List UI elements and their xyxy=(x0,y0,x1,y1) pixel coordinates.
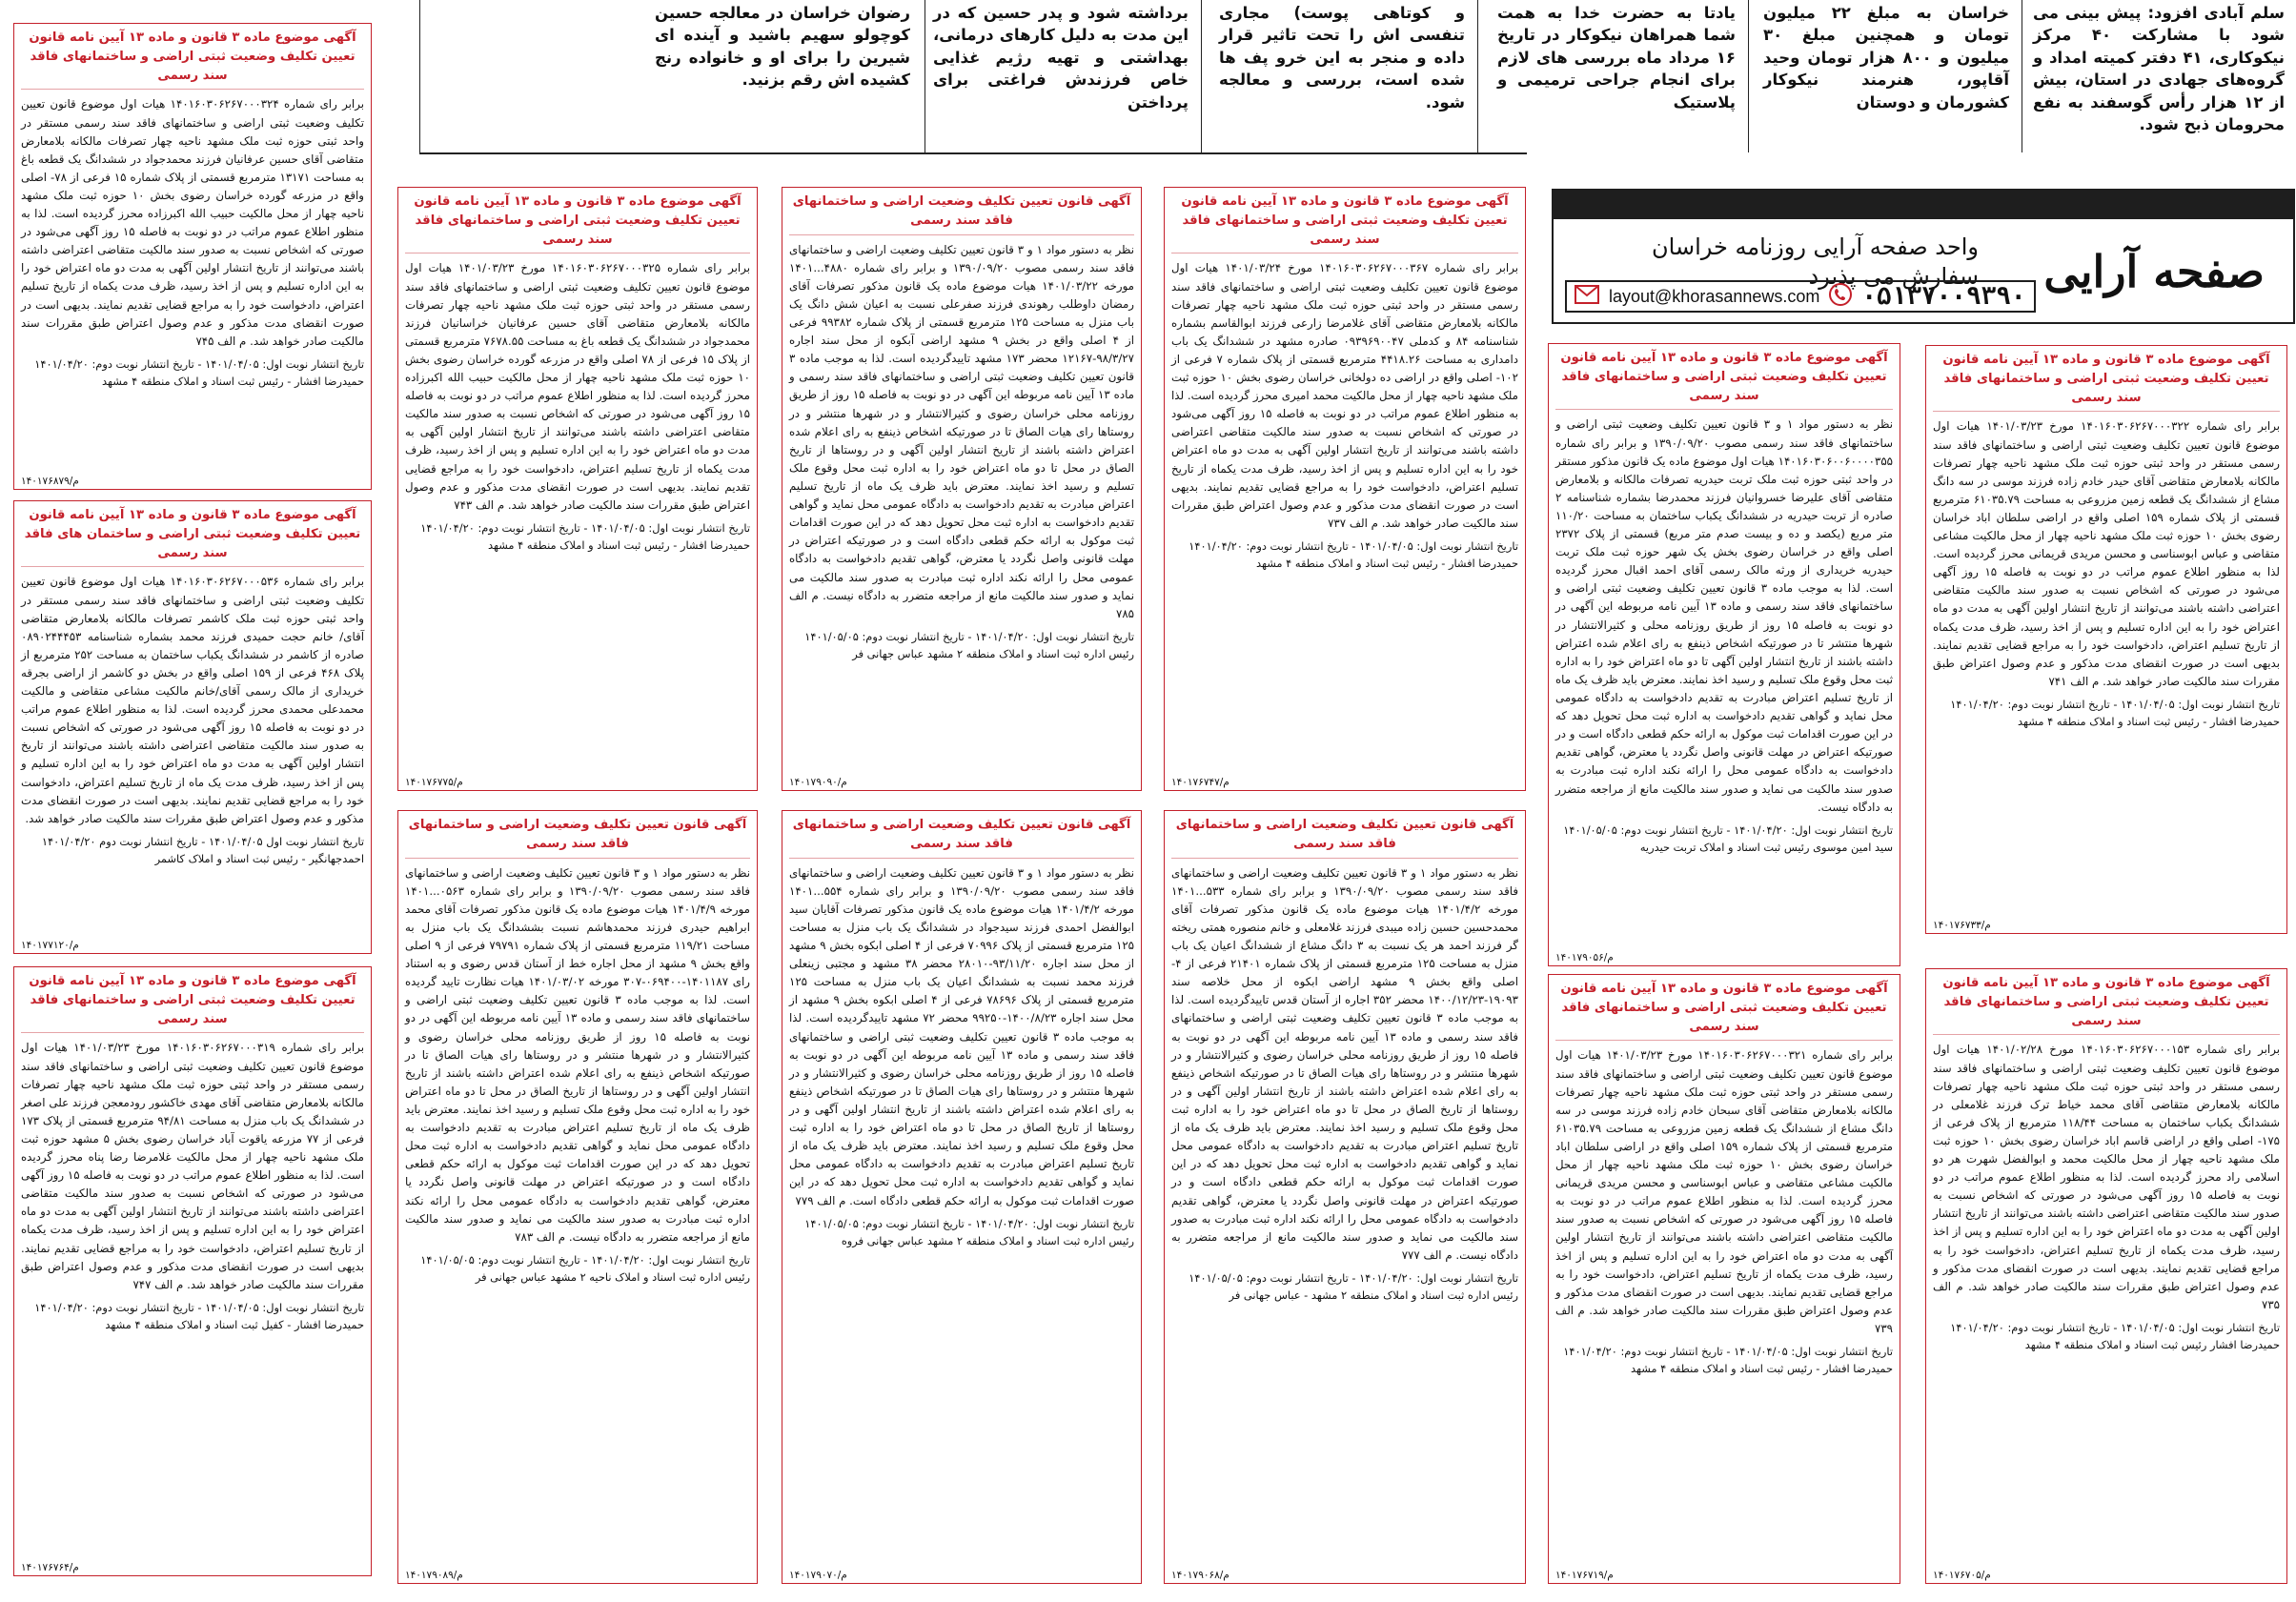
column-divider xyxy=(419,0,420,152)
notice-body: نظر به دستور مواد ۱ و ۳ قانون تعیین تکلیف وضعیت اراضی و ساختمانهای فاقد سند رسمی مصوب ۱۳۹۰/۰۹/۲۰ و برابر رای شماره ۵۵۴...۱۴۰۱ مورخه ۱۴۰۱/۴/۲ هیات موضوع ماده یک قانون مذکور تصرفات آقایان سید ابوالفضل احمدی فرزند سیدجواد در ششدانگ یک باب منزل به مساحت ۱۲۵ مترمربع قسمتی از پلاک ۷۰۹۹۶ فرعی از ۴ اصلی ابکوه بخش ۹ مشهد از محل سند اجاره ۹۳/۱۱/۲۰-۲۸۰۱۰ محضر ۳۸ مشهد و مجتبی زینعلی فرزند محمد نسبت به ششدانگ اعیان یک باب منزل به مساحت ۱۲۵ مترمربع قسمتی از پلاک ۷۸۶۹۶ فرعی از ۴ اصلی ابکوه بخش ۹ مشهد از محل سند اجاره ۱۴۰۰/۸/۲۳-۹۹۲۵۰ محضر ۷۲ مشهد تاییدگردیده است. لذا به موجب ماده ۳ قانون تعیین تکلیف وضعیت ثبتی اراضی و ساختمانهای فاقد سند رسمی و ماده ۱۳ آیین نامه مربوطه این آگهی در دو نوبت به فاصله ۱۵ روز از طریق روزنامه محلی خراسان رضوی و کثیرالانتشار و در شهرها منتشر و در روستاها رای هیات الصاق تا در صورتیکه اشخاص ذینفع به رای اعلام شده اعتراض داشته باشند از تاریخ انتشار اولین آگهی و در روستاها از تاریخ الصاق در محل تا دو ماه اعتراض خود را به اداره ثبت محل وقوع ملک تسلیم و رسید اخذ نمایند. معترض باید ظرف یک ماه از تاریخ تسلیم اعتراض مبادرت به تقدیم دادخواست به دادگاه عمومی محل نماید و گواهی تقدیم دادخواست به اداره ثبت محل تحویل دهد که در این صورت اقدامات ثبت موکول به ارائه حکم قطعی دادگاه است. م الف ۷۷۹ xyxy=(789,865,1135,1207)
notice-footer: تاریخ انتشار نوبت اول: ۱۴۰۱/۰۴/۰۵ - تاریخ انتشار نوبت دوم: ۱۴۰۱/۰۴/۲۰ حمیدرضا افشار - رئیس ثبت اسناد و املاک منطقه ۴ مشهد xyxy=(34,356,364,389)
notice-title: آگهی قانون تعیین تکلیف وضعیت اراضی و ساختمانهای فاقد سند رسمی xyxy=(789,193,1134,235)
notice-code: ۱۴۰۱۷۹۰۸۹/م xyxy=(405,1570,463,1581)
notice-body: برابر رای شماره ۱۴۰۱۶۰۳۰۶۲۶۷۰۰۰۳۲۱ مورخ ۱۴۰۱/۰۳/۲۳ هیات اول موضوع قانون تعیین تکلیف وضعیت ثبتی اراضی و ساختمانهای فاقد سند رسمی مستقر در واحد ثبتی حوزه ثبت ملک مشهد ناحیه چهار تصرفات مالکانه بلامعارض متقاضی آقای سبحان خادم زاده فرزند موسی در سه دانگ مشاع از ششدانگ یک قطعه زمین مزروعی به مساحت ۶۱۰۳۵.۷۹ مترمربع قسمتی از پلاک شماره ۱۵۹ اصلی واقع در اراضی سلطان اباد خراسان رضوی بخش ۱۰ حوزه ثبت ملک مشهد ناحیه چهار از محل مالکیت مشاعی متقاضی و عباس ابوسناسی و محسن مریدی قریمانی محرز گردیده است. لذا به منظور اطلاع عموم مراتب در دو نوبت به فاصله ۱۵ روز آگهی می‌شود در صورتی که اشخاص نسبت به صدور سند مالکیت متقاضی اعتراضی داشته باشند می‌توانند از تاریخ انتشار اولین آگهی به مدت دو ماه اعتراض خود را به این اداره تسلیم و پس از اخذ رسید، ظرف مدت یکماه از تاریخ تسلیم اعتراض، دادخواست خود را به مراجع قضایی تقدیم نمایند. بدیهی است در صورت انقضای مدت مذکور و عدم وصول اعتراض طبق مقررات سند مالکیت صادر خواهد شد. م الف ۷۳۹ xyxy=(1555,1048,1893,1336)
layout-service-contact xyxy=(1565,280,2036,313)
notice-footer: تاریخ انتشار نوبت اول: ۱۴۰۱/۰۴/۲۰ - تاریخ انتشار نوبت دوم: ۱۴۰۱/۰۵/۰۵ رئیس اداره ثبت اسناد و املاک منطقه ۲ مشهد عباس جهانی فروه xyxy=(804,1216,1134,1247)
notice-body: برابر رای شماره ۱۴۰۱۶۰۳۰۶۲۶۷۰۰۰۳۲۲ مورخ ۱۴۰۱/۰۳/۲۳ هیات اول موضوع قانون تعیین تکلیف وضعیت ثبتی اراضی و ساختمانهای فاقد سند رسمی مستقر در واحد ثبتی حوزه ثبت ملک مشهد ناحیه چهار تصرفات مالکانه بلامعارض متقاضی آقای حیدر خادم زاده فرزند موسی در سه دانگ مشاع از ششدانگ یک قطعه زمین مزروعی به مساحت ۶۱۰۳۵.۷۹ مترمربع قسمتی از پلاک شماره ۱۵۹ اصلی واقع در اراضی سلطان اباد خراسان رضوی بخش ۱۰ حوزه ثبت ملک مشهد ناحیه چهار از محل مالکیت مشاعی متقاضی و عباس ابوسناسی و محسن مریدی قریمانی محرز گردیده است. لذا به منظور اطلاع عموم مراتب در دو نوبت به فاصله ۱۵ روز آگهی می‌شود در صورتی که اشخاص نسبت به صدور سند مالکیت متقاضی اعتراضی داشته باشند می‌توانند از تاریخ انتشار اولین آگهی به مدت دو ماه اعتراض خود را به این اداره تسلیم و پس از اخذ رسید، ظرف مدت یکماه از تاریخ تسلیم اعتراض، دادخواست خود را به مراجع قضایی تقدیم نمایند. بدیهی است در صورت انقضای مدت مذکور و عدم وصول اعتراض طبق مقررات سند مالکیت صادر خواهد شد. م الف ۷۴۱ xyxy=(1933,419,2280,688)
notice-code: ۱۴۰۱۷۶۷۰۵/م xyxy=(1933,1570,1991,1581)
notice-title: آگهی موضوع ماده ۳ قانون و ماده ۱۳ آیین نامه قانون تعیین تکلیف وضعیت ثبتی اراضی و ساختمانهای فاقد سند رسمی xyxy=(1933,351,2280,412)
notice-code: ۱۴۰۱۷۶۷۳۳/م xyxy=(1933,920,1991,931)
notice-footer: تاریخ انتشار نوبت اول: ۱۴۰۱/۰۴/۰۵ - تاریخ انتشار نوبت دوم: ۱۴۰۱/۰۴/۲۰ حمیدرضا افشار - رئیس ثبت اسناد و املاک منطقه ۴ مشهد xyxy=(1189,539,1518,571)
notice-code: ۱۴۰۱۷۷۱۲۰/م xyxy=(21,940,79,951)
layout-service-line2: سفارش می پذیرد xyxy=(1808,263,1979,290)
legal-notice xyxy=(13,23,372,490)
legal-notice xyxy=(782,810,1142,1584)
email-address[interactable]: layout@khorasannews.com xyxy=(1609,286,1820,306)
legal-notice xyxy=(782,187,1142,791)
legal-notice xyxy=(1164,187,1526,791)
legal-notice xyxy=(1925,345,2287,934)
legal-notice xyxy=(13,500,372,954)
notice-footer: تاریخ انتشار نوبت اول: ۱۴۰۱/۰۴/۲۰ - تاریخ انتشار نوبت دوم: ۱۴۰۱/۰۵/۰۵ رئیس اداره ثبت اسناد و املاک منطقه ۲ مشهد عباس جهانی فر xyxy=(804,629,1134,661)
notice-footer: تاریخ انتشار نوبت اول: ۱۴۰۱/۰۴/۰۵ - تاریخ انتشار نوبت دوم: ۱۴۰۱/۰۴/۲۰ حمیدرضا افشار رئیس ثبت اسناد و املاک منطقه ۴ مشهد xyxy=(1950,1321,2280,1352)
legal-notice xyxy=(1548,974,1900,1584)
article-column-6: رضوان خراسان در معالجه حسین کوچولو سهیم باشید و آینده ای شیرین را برای او و خانواده رنج کشیده اش رقم بزنید. xyxy=(655,4,910,90)
layout-service-line1: واحد صفحه آرایی روزنامه خراسان xyxy=(1652,233,1979,260)
notice-title: آگهی موضوع ماده ۳ قانون و ماده ۱۳ آیین نامه قانون تعیین تکلیف وضعیت ثبتی اراضی و ساختمان های فاقد سند رسمی xyxy=(21,506,364,567)
notice-footer: تاریخ انتشار نوبت اول: ۱۴۰۱/۰۴/۲۰ - تاریخ انتشار نوبت دوم: ۱۴۰۱/۰۵/۰۵ سید امین موسوی رئیس ثبت اسناد و املاک تربت حیدریه xyxy=(1563,822,1893,855)
notice-title: آگهی موضوع ماده ۳ قانون و ماده ۱۳ آیین نامه قانون تعیین تکلیف وضعیت ثبتی اراضی و ساختمانهای فاقد سند رسمی xyxy=(21,29,364,90)
ad-header-band xyxy=(1554,191,2293,219)
notice-code: ۱۴۰۱۷۶۷۴۷/م xyxy=(1171,777,1229,788)
notice-footer: تاریخ انتشار نوبت اول: ۱۴۰۱/۰۴/۲۰ - تاریخ انتشار نوبت دوم: ۱۴۰۱/۰۵/۰۵ رئیس اداره ثبت اسناد و املاک ناحیه ۲ مشهد عباس جهانی فر xyxy=(420,1252,750,1285)
article-column-3: یادتا به حضرت خدا به همت شما همراهان نیکوکار در تاریخ ۱۶ مرداد ماه بررسی های لازم برای انجام جراحی ترمیمی و پلاستیک xyxy=(1497,4,1736,112)
notice-body: برابر رای شماره ۱۴۰۱۶۰۳۰۶۲۶۷۰۰۰۳۲۴ هیات اول موضوع قانون تعیین تکلیف وضعیت ثبتی اراضی و ساختمانهای فاقد سند رسمی مستقر در واحد ثبتی حوزه ثبت ملک مشهد ناحیه چهار تصرفات مالکانه بلامعارض متقاضی آقای حسین عرفانیان فرزند محمدجواد در ششدانگ یک قطعه باغ به مساحت ۱۳۱۷۱ مترمربع قسمتی از پلاک شماره ۱۵ فرعی از ۷۸- اصلی واقع در مزرعه گورده خراسان رضوی بخش ۱۰ حوزه ثبت ملک مشهد ناحیه چهار از محل مالکیت حبیب الله اکبرزاده محرز گردیده است. لذا به منظور اطلاع عموم مراتب در دو نوبت به فاصله ۱۵ روز آگهی می‌شود در صورتی که اشخاص نسبت به صدور سند مالکیت متقاضی اعتراضی داشته باشند می‌توانند از تاریخ انتشار اولین آگهی به مدت دو ماه اعتراض خود را به این اداره تسلیم و پس از اخذ رسید، ظرف مدت یکماه از تاریخ تسلیم اعتراض، دادخواست خود را به مراجع قضایی تقدیم نمایند. بدیهی است در صورت انقضای مدت مذکور و عدم وصول اعتراض طبق مقررات سند مالکیت صادر خواهد شد. م الف ۷۴۵ xyxy=(21,97,365,348)
notice-code: ۱۴۰۱۷۶۷۱۹/م xyxy=(1555,1570,1614,1581)
legal-notice xyxy=(1548,343,1900,966)
notice-body: برابر رای شماره ۱۴۰۱۶۰۳۰۶۲۶۷۰۰۰۱۵۳ مورخ ۱۴۰۱/۰۲/۲۸ هیات اول موضوع قانون تعیین تکلیف وضعیت ثبتی اراضی و ساختمانهای فاقد سند رسمی مستقر در واحد ثبتی حوزه ثبت ملک مشهد ناحیه چهار تصرفات مالکانه بلامعارض متقاضی آقای محمد خیاط ترک فرزند غلامعلی در ششدانگ یکباب ساختمان به مساحت ۱۱۸/۴۴ مترمربع از پلاک فرعی از ۱۷۵- اصلی واقع در اراضی قاسم اباد خراسان رضوی بخش ۱۰ حوزه ثبت ملک مشهد ناحیه چهار از محل مالکیت محمد و ابوالفضل شهرت هر دو اسلامی راد محرز گردیده است. لذا به منظور اطلاع عموم مراتب در دو نوبت به فاصله ۱۵ روز آگهی می‌شود در صورتی که اشخاص نسبت به صدور سند مالکیت متقاضی اعتراضی داشته باشند می‌توانند از تاریخ انتشار اولین آگهی به مدت دو ماه اعتراض خود را به این اداره تسلیم و پس از اخذ رسید، ظرف مدت یکماه از تاریخ تسلیم اعتراض، دادخواست خود را به مراجع قضایی تقدیم نمایند. بدیهی است در صورت انقضای مدت مذکور و عدم وصول اعتراض طبق مقررات سند مالکیت صادر خواهد شد. م الف ۷۳۵ xyxy=(1933,1043,2280,1311)
notice-body: برابر رای شماره ۱۴۰۱۶۰۳۰۶۲۶۷۰۰۰۳۱۹ مورخ ۱۴۰۱/۰۳/۲۳ هیات اول موضوع قانون تعیین تکلیف وضعیت ثبتی اراضی و ساختمانهای فاقد سند رسمی مستقر در واحد ثبتی حوزه ثبت ملک مشهد ناحیه چهار تصرفات مالکانه بلامعارض متقاضی آقای مهدی خاکشور رودمعجن فرزند علی اصغر در ششدانگ یک باب منزل به مساحت ۹۴/۸۱ مترمربع قسمتی از پلاک ۱۷۳ فرعی از ۷۷ مزرعه یاقوت آباد خراسان رضوی بخش ۵ مشهد حوزه ثبت ملک مشهد ناحیه چهار از محل مالکیت غلامرضا رضا پناه محرز گردیده است. لذا به منظور اطلاع عموم مراتب در دو نوبت به فاصله ۱۵ روز آگهی می‌شود در صورتی که اشخاص نسبت به صدور سند مالکیت متقاضی اعتراضی داشته باشند می‌توانند از تاریخ انتشار اولین آگهی به مدت دو ماه اعتراض خود را به این اداره تسلیم و پس از اخذ رسید، ظرف مدت یکماه از تاریخ تسلیم اعتراض، دادخواست خود را به مراجع قضایی تقدیم نمایند. بدیهی است در صورت انقضای مدت مذکور و عدم وصول اعتراض طبق مقررات سند مالکیت صادر خواهد شد. م الف ۷۴۷ xyxy=(21,1041,365,1291)
notice-title: آگهی موضوع ماده ۳ قانون و ماده ۱۳ آیین نامه قانون تعیین تکلیف وضعیت ثبتی اراضی و ساختمانهای فاقد سند رسمی xyxy=(21,972,364,1033)
notice-title: آگهی موضوع ماده ۳ قانون و ماده ۱۳ آیین نامه قانون تعیین تکلیف وضعیت ثبتی اراضی و ساختمانهای فاقد سند رسمی xyxy=(1555,980,1893,1041)
legal-notice xyxy=(397,187,758,791)
article-column-4: و کوتاهی پوست) مجاری تنفسی اش را تحت تاثیر قرار داده و منجر به این خرو پف ها شده است، بررسی و معالجه شود. xyxy=(1219,4,1465,112)
legal-notice xyxy=(1164,810,1526,1584)
phone-number[interactable]: ۰۵۱۳۷۰۰۹۳۹۰ xyxy=(1861,282,2026,311)
notice-title: آگهی موضوع ماده ۳ قانون و ماده ۱۳ آیین نامه قانون تعیین تکلیف وضعیت ثبتی اراضی و ساختمانهای فاقد سند رسمی xyxy=(405,193,750,253)
notice-body: برابر رای شماره ۱۴۰۱۶۰۳۰۶۲۶۷۰۰۰۵۳۶ هیات اول موضوع قانون تعیین تکلیف وضعیت ثبتی اراضی و ساختمانهای فاقد سند رسمی مستقر در واحد ثبتی حوزه ثبت ملک کاشمر تصرفات مالکانه بلامعارض متقاضی آقای/ خانم حجت حمیدی فرزند محمد بشماره شناسنامه ۰۸۹۰۲۴۴۴۵۳ صادره از کاشمر در ششدانگ یکباب ساختمان به مساحت ۲۵۲ مترمربع از پلاک ۴۶۸ فرعی از ۱۵۹ اصلی واقع در بخش دو کاشمر از اراضی بجرقه خریداری از مالک رسمی آقای/خانم مالکیت مشاعی متقاضی و مالکیت محمدعلی محمدی محرز گردیده است. لذا به منظور اطلاع عموم مراتب در دو نوبت به فاصله ۱۵ روز آگهی می‌شود در صورتی که اشخاص نسبت به صدور سند مالکیت متقاضی اعتراضی داشته باشند می‌توانند از تاریخ انتشار اولین آگهی به مدت دو ماه اعتراض خود را به این اداره تسلیم و پس از اخذ رسید، ظرف مدت یک ماه از تاریخ تسلیم اعتراض، دادخواست خود را به مراجع قضایی تقدیم نمایند. بدیهی است در صورت انقضای مدت مذکور و عدم وصول اعتراض طبق مقررات سند مالکیت صادر خواهد شد. xyxy=(21,575,364,825)
notice-footer: تاریخ انتشار نوبت اول: ۱۴۰۱/۰۴/۰۵ - تاریخ انتشار نوبت دوم: ۱۴۰۱/۰۴/۲۰ حمیدرضا افشار - رئیس ثبت اسناد و املاک منطقه ۴ مشهد xyxy=(1563,1345,1893,1376)
article-bottom-rule xyxy=(419,152,1527,154)
notice-code: ۱۴۰۱۷۹۰۷۰/م xyxy=(789,1570,847,1581)
notice-code: ۱۴۰۱۷۹۰۹۰/م xyxy=(789,777,847,788)
column-divider xyxy=(924,0,925,152)
notice-title: آگهی قانون تعیین تکلیف وضعیت اراضی و ساختمانهای فاقد سند رسمی xyxy=(405,816,750,859)
notice-code: ۱۴۰۱۷۶۷۶۴/م xyxy=(21,1562,79,1573)
notice-footer: تاریخ انتشار نوبت اول: ۱۴۰۱/۰۴/۲۰ - تاریخ انتشار نوبت دوم: ۱۴۰۱/۰۵/۰۵ رئیس اداره ثبت اسناد و املاک منطقه ۲ مشهد - عباس جهانی فر xyxy=(1189,1271,1518,1303)
notice-title: آگهی موضوع ماده ۳ قانون و ماده ۱۳ آیین نامه قانون تعیین تکلیف وضعیت ثبتی اراضی و ساختمانهای فاقد سند رسمی xyxy=(1933,974,2280,1035)
notice-body: نظر به دستور مواد ۱ و ۳ قانون تعیین تکلیف وضعیت ثبتی اراضی و ساختمانهای فاقد سند رسمی مصوب ۱۳۹۰/۰۹/۲۰ و برابر رای شماره ۱۴۰۱۶۰۳۰۶۰۰۶۰۰۰۰۳۵۵ هیات اول موضوع ماده یک قانون مذکور مستقر در واحد ثبتی حوزه ثبت ملک تربت حیدریه تصرفات مالکانه و بلامعارض متقاضی آقای علیرضا خسروانیان فرزند محمدرضا بشماره شناسنامه ۲ صادره از تربت حیدریه در ششدانگ یکباب ساختمان به مساحت ۱۱۰/۲۰ متر مربع (یکصد و ده و بیست صدم متر مربع) قسمتی از پلاک ۲۳۷۲ اصلی واقع در خراسان رضوی بخش یک شهر حوزه ثبت ملک تربت حیدریه خریداری از ورثه مالک رسمی آقای احمد اقبال محرز گردیده است. لذا به موجب ماده ۳ قانون تعیین تکلیف وضعیت ثبتی اراضی و ساختمانهای فاقد سند رسمی و ماده ۱۳ آیین نامه مربوطه این آگهی در دو نوبت به فاصله ۱۵ روز از طریق روزنامه محلی و کثیرالانتشار در شهرها منتشر تا در صورتیکه اشخاص ذینفع به رای اعلام شده اعتراض داشته باشند از تاریخ انتشار اولین آگهی تا دو ماه اعتراض خود را به اداره ثبت محل وقوع ملک تسلیم و رسید اخذ نمایند. معترض باید ظرف یک ماه از تاریخ تسلیم اعتراض مبادرت به تقدیم دادخواست به دادگاه عمومی محل نماید و گواهی تقدیم دادخواست به اداره ثبت محل تحویل دهد که در این صورت اقدامات ثبت موکول به ارائه حکم قطعی دادگاه است و در صورتیکه اعتراض در مهلت قانونی واصل نگردد یا معترض، گواهی تقدیم دادخواست به دادگاه عمومی محل را ارائه نکند اداره ثبت مبادرت به صدور سند مالکیت می نماید و صدور سند مالکیت مانع از مراجعه متضرر به دادگاه نیست. xyxy=(1555,417,1894,814)
layout-service-ad xyxy=(1552,189,2295,324)
notice-title: آگهی موضوع ماده ۳ قانون و ماده ۱۳ آیین نامه قانون تعیین تکلیف وضعیت ثبتی اراضی و ساختمانهای فاقد سند رسمی xyxy=(1555,349,1893,410)
notice-title: آگهی قانون تعیین تکلیف وضعیت اراضی و ساختمانهای فاقد سند رسمی xyxy=(1171,816,1518,859)
column-divider xyxy=(1748,0,1749,152)
notice-body: نظر به دستور مواد ۱ و ۳ قانون تعیین تکلیف وضعیت اراضی و ساختمانهای فاقد سند رسمی مصوب ۱۳۹۰/۰۹/۲۰ و برابر رای شماره ۴۸۸۰...۱۴۰۱ مورخه ۱۴۰۱/۰۳/۲۲ هیات موضوع ماده یک قانون مذکور تصرفات آقای رمضان داوطلب رهوندی فرزند صفرعلی نسبت به اعیان شش دانگ یک باب منزل به مساحت ۱۲۵ مترمربع قسمتی از پلاک شماره ۹۹۳۸۲ فرعی از ۴ اصلی واقع در بخش ۹ مشهد اراضی آبکوه از محل سند اجاره ۹۸/۳/۲۷-۱۲۱۶۷ محضر ۱۷۳ مشهد تاییدگردیده است. لذا به موجب ماده ۳ قانون تعیین تکلیف وضعیت ثبتی اراضی و ساختمانهای فاقد سند رسمی و ماده ۱۳ آیین نامه مربوطه این آگهی در دو نوبت به فاصله ۱۵ روز از طریق روزنامه محلی خراسان رضوی و کثیرالانتشار و در شهرها منتشر و در روستاها رای هیات الصاق تا در صورتیکه اشخاص ذینفع به رای اعلام شده اعتراض داشته باشند از تاریخ انتشار اولین آگهی و در روستاها از تاریخ الصاق در محل تا دو ماه اعتراض خود را به اداره ثبت محل وقوع ملک تسلیم و رسید اخذ نمایند. معترض باید ظرف یک ماه از تاریخ تسلیم اعتراض مبادرت به تقدیم دادخواست به دادگاه عمومی محل نماید و گواهی تقدیم دادخواست به اداره ثبت محل تحویل دهد که در این صورت اقدامات ثبت موکول به ارائه حکم قطعی دادگاه است و در صورتیکه اعتراض در مهلت قانونی واصل نگردد یا معترض، گواهی تقدیم دادخواست به دادگاه عمومی محل را ارائه نکند اداره ثبت مبادرت به صدور سند مالکیت می نماید و صدور سند مالکیت مانع از مراجعه متضرر به دادگاه نیست. م الف ۷۸۵ xyxy=(789,242,1135,620)
layout-service-title: صفحه آرایی xyxy=(2043,246,2265,297)
article-column-1: سلم آبادی افزود: پیش بینی می شود با مشارکت ۴۰ مرکز نیکوکاری، ۴۱ دفتر کمیته امداد و گروه‌های جهادی در استان، بیش از ۱۲ هزار رأس گوسفند به نفع محرومان ذبح شود. xyxy=(2033,4,2285,134)
legal-notice xyxy=(1925,968,2287,1584)
legal-notice xyxy=(397,810,758,1584)
notice-footer: تاریخ انتشار نوبت اول: ۱۴۰۱/۰۴/۰۵ - تاریخ انتشار نوبت دوم: ۱۴۰۱/۰۴/۲۰ حمیدرضا افشار - رئیس ثبت اسناد و املاک منطقه ۴ مشهد xyxy=(420,520,750,553)
phone-icon xyxy=(1829,283,1852,310)
notice-footer: تاریخ انتشار نوبت اول: ۱۴۰۱/۰۴/۰۵ - تاریخ انتشار نوبت دوم: ۱۴۰۱/۰۴/۲۰ حمیدرضا افشار - رئیس ثبت اسناد و املاک منطقه ۴ مشهد xyxy=(1950,698,2280,729)
notice-code: ۱۴۰۱۷۶۸۷۹/م xyxy=(21,476,79,487)
notice-title: آگهی موضوع ماده ۳ قانون و ماده ۱۳ آیین نامه قانون تعیین تکلیف وضعیت ثبتی اراضی و ساختمانهای فاقد سند رسمی xyxy=(1171,193,1518,253)
notice-footer: تاریخ انتشار نوبت اول: ۱۴۰۱/۰۴/۰۵ - تاریخ انتشار نوبت دوم: ۱۴۰۱/۰۴/۲۰ حمیدرضا افشار - کفیل ثبت اسناد و املاک منطقه ۴ مشهد xyxy=(34,1300,364,1332)
notice-code: ۱۴۰۱۷۶۷۷۵/م xyxy=(405,777,463,788)
notice-body: نظر به دستور مواد ۱ و ۳ قانون تعیین تکلیف وضعیت اراضی و ساختمانهای فاقد سند رسمی مصوب ۱۳۹۰/۰۹/۲۰ و برابر رای شماره ۰۵۶۳...۱۴۰۱ مورخه ۱۴۰۱/۴/۹ هیات موضوع ماده یک قانون مذکور تصرفات آقای محمد ابراهیم حیدری فرزند محمدهاشم نسبت بششدانگ یک باب منزل به مساحت ۱۱۹/۲۱ مترمربع قسمتی از پلاک شماره ۷۹۷۹۱ فرعی از ۹ اصلی واقع بخش ۹ مشهد از محل اجاره خط از آستان قدس رضوی و به استناد رای ۱۴۰۱۱۸۷-۰۶۹۴۰۰-۳۰۷ مورخه ۱۴۰۱/۰۳/۰۲ هیات نظارت تایید گردیده است. لذا به موجب ماده ۳ قانون تعیین تکلیف وضعیت ثبتی اراضی و ساختمانهای فاقد سند رسمی و ماده ۱۳ آیین نامه مربوطه این آگهی در دو نوبت به فاصله ۱۵ روز از طریق روزنامه محلی خراسان رضوی و کثیرالانتشار و در شهرها منتشر و در روستاها رای هیات الصاق تا در صورتیکه اشخاص ذینفع به رای اعلام شده اعتراض داشته باشند از تاریخ انتشار اولین آگهی و در روستاها از تاریخ الصاق در محل تا دو ماه اعتراض خود را به اداره ثبت محل وقوع ملک تسلیم و رسید اخذ نمایند. معترض باید ظرف یک ماه از تاریخ تسلیم اعتراض مبادرت به تقدیم دادخواست به دادگاه عمومی محل نماید و گواهی تقدیم دادخواست به اداره ثبت محل تحویل دهد که در این صورت اقدامات ثبت موکول به ارائه حکم قطعی دادگاه است و در صورتیکه اعتراض در مهلت قانونی واصل نگردد یا معترض، گواهی تقدیم دادخواست به دادگاه عمومی محل را ارائه نکند اداره ثبت مبادرت به صدور سند مالکیت می نماید و صدور سند مالکیت مانع از مراجعه متضرر به دادگاه نیست. م الف ۷۸۳ xyxy=(405,865,751,1244)
article-column-5: برداشته شود و پدر حسین که در این مدت به دلیل کارهای درمانی، بهداشتی و تهیه رژیم غذایی خاص فرزندش فراغتی برای پرداختن xyxy=(933,4,1189,112)
envelope-icon xyxy=(1575,285,1599,308)
notice-body: نظر به دستور مواد ۱ و ۳ قانون تعیین تکلیف وضعیت اراضی و ساختمانهای فاقد سند رسمی مصوب ۱۳۹۰/۰۹/۲۰ و برابر رای شماره ۵۳۳...۱۴۰۱ مورخه ۱۴۰۱/۴/۲ هیات موضوع ماده یک قانون مذکور تصرفات آقای محمدحسین حسین زاده میبدی فرزند غلامعلی و خانم منصوره همتی ریخته گر فرزند احمد هر یک نسبت به ۳ دانگ مشاع از ششدانگ اعیان یک باب منزل به مساحت ۱۲۵ مترمربع قسمتی از پلاک شماره ۲۱۴۰۱ فرعی از ۴- اصلی واقع بخش ۹ مشهد اراضی ابکوه از محل خلاصه سند ۱۹۰۹۳-۱۴۰۰/۱۲/۲۳ محضر ۳۵۲ اجاره از آستان قدس تاییدگردیده است. لذا به موجب ماده ۳ قانون تعیین تکلیف وضعیت ثبتی اراضی و ساختمانهای فاقد سند رسمی و ماده ۱۳ آیین نامه مربوطه این آگهی در دو نوبت به فاصله ۱۵ روز از طریق روزنامه محلی خراسان رضوی و کثیرالانتشار و در شهرها منتشر و در روستاها رای هیات الصاق تا در صورتیکه اشخاص ذینفع به رای اعلام شده اعتراض داشته باشند از تاریخ انتشار اولین آگهی و در روستاها از تاریخ الصاق در محل تا دو ماه اعتراض خود را به اداره ثبت محل وقوع ملک تسلیم و رسید اخذ نمایند. معترض باید ظرف یک ماه از تاریخ تسلیم اعتراض مبادرت به تقدیم دادخواست به دادگاه عمومی محل نماید و گواهی تقدیم دادخواست به اداره ثبت محل تحویل دهد که در این صورت اقدامات ثبت موکول به ارائه حکم قطعی دادگاه است و در صورتیکه اعتراض در مهلت قانونی واصل نگردد یا معترض، گواهی تقدیم دادخواست به دادگاه عمومی محل را ارائه نکند اداره ثبت مبادرت به صدور سند مالکیت می نماید و صدور سند مالکیت مانع از مراجعه متضرر به دادگاه نیست. م الف ۷۷۷ xyxy=(1171,865,1519,1262)
notice-code: ۱۴۰۱۷۹۰۵۶/م xyxy=(1555,952,1614,963)
notice-footer: تاریخ انتشار نوبت اول ۱۴۰۱/۰۴/۰۵ - تاریخ انتشار نوبت دوم ۱۴۰۱/۰۴/۲۰ احمدجهانگیر - رئیس ثبت اسناد و املاک کاشمر xyxy=(41,834,364,866)
notice-body: برابر رای شماره ۱۴۰۱۶۰۳۰۶۲۶۷۰۰۰۳۶۷ مورخ ۱۴۰۱/۰۳/۲۴ هیات اول موضوع قانون تعیین تکلیف وضعیت ثبتی اراضی و ساختمانهای فاقد سند رسمی مستقر در واحد ثبتی حوزه ثبت ملک مشهد ناحیه چهار تصرفات مالکانه بلامعارض متقاضی آقای غلامرضا زارعی فرزند ابوالقاسم بشماره شناسنامه ۸۴ و کدملی ۰۹۳۹۶۹۰۰۴۷ صادره مشهد در ششدانگ یک باب دامداری به مساحت ۴۴۱۸.۲۶ مترمربع قسمتی از پلاک شماره ۷ فرعی از ۱۰۲- اصلی واقع در اراضی ده دولخانی خراسان رضوی بخش ۱۰ حوزه ثبت ملک مشهد ناحیه چهار از محل مالکیت محمد امیری محرز گردیده است. لذا به منظور اطلاع عموم مراتب در دو نوبت به فاصله ۱۵ روز آگهی می‌شود در صورتی که اشخاص نسبت به صدور سند مالکیت متقاضی اعتراضی داشته باشند می‌توانند از تاریخ انتشار اولین آگهی به مدت دو ماه اعتراض خود را به این اداره تسلیم و پس از اخذ رسید، ظرف مدت یکماه از تاریخ تسلیم اعتراض، دادخواست خود را به مراجع قضایی تقدیم نمایند. بدیهی است در صورت انقضای مدت مذکور و عدم وصول اعتراض طبق مقررات سند مالکیت صادر خواهد شد. م الف ۷۳۷ xyxy=(1171,261,1519,530)
notice-code: ۱۴۰۱۷۹۰۶۸/م xyxy=(1171,1570,1229,1581)
notice-title: آگهی قانون تعیین تکلیف وضعیت اراضی و ساختمانهای فاقد سند رسمی xyxy=(789,816,1134,859)
article-column-2: خراسان به مبلغ ۲۲ میلیون تومان و همچنین مبلغ ۳۰ میلیون و ۸۰۰ هزار تومان وحید آقاپور، هنرمند نیکوکار کشورمان و دوستان xyxy=(1763,4,2009,112)
column-divider xyxy=(1477,0,1478,152)
legal-notice xyxy=(13,966,372,1576)
column-divider xyxy=(1201,0,1202,152)
notice-body: برابر رای شماره ۱۴۰۱۶۰۳۰۶۲۶۷۰۰۰۳۲۵ مورخ ۱۴۰۱/۰۳/۲۳ هیات اول موضوع قانون تعیین تکلیف وضعیت ثبتی اراضی و ساختمانهای فاقد سند رسمی مستقر در واحد ثبتی حوزه ثبت ملک مشهد ناحیه چهار تصرفات مالکانه بلامعارض متقاضی آقای حسین عرفانیان خراسانیان فرزند محمدجواد در ششدانگ یک قطعه باغ به مساحت ۷۶۷۸.۵۵ مترمربع قسمتی از پلاک ۱۵ فرعی از ۷۸ اصلی واقع در مزرعه گورده خراسان رضوی بخش ۱۰ حوزه ثبت ملک مشهد ناحیه چهار از محل مالکیت حبیب الله اکبرزاده محرز گردیده است. لذا به منظور اطلاع عموم مراتب در دو نوبت به فاصله ۱۵ روز آگهی می‌شود در صورتی که اشخاص نسبت به صدور سند مالکیت متقاضی اعتراضی داشته باشند می‌توانند از تاریخ انتشار اولین آگهی به مدت دو ماه اعتراض خود را به این اداره تسلیم و پس از اخذ رسید، ظرف مدت یکماه از تاریخ تسلیم اعتراض، دادخواست خود را به مراجع قضایی تقدیم نمایند. بدیهی است در صورت انقضای مدت مذکور و عدم وصول اعتراض طبق مقررات سند مالکیت صادر خواهد شد. م الف ۷۴۳ xyxy=(405,261,751,512)
